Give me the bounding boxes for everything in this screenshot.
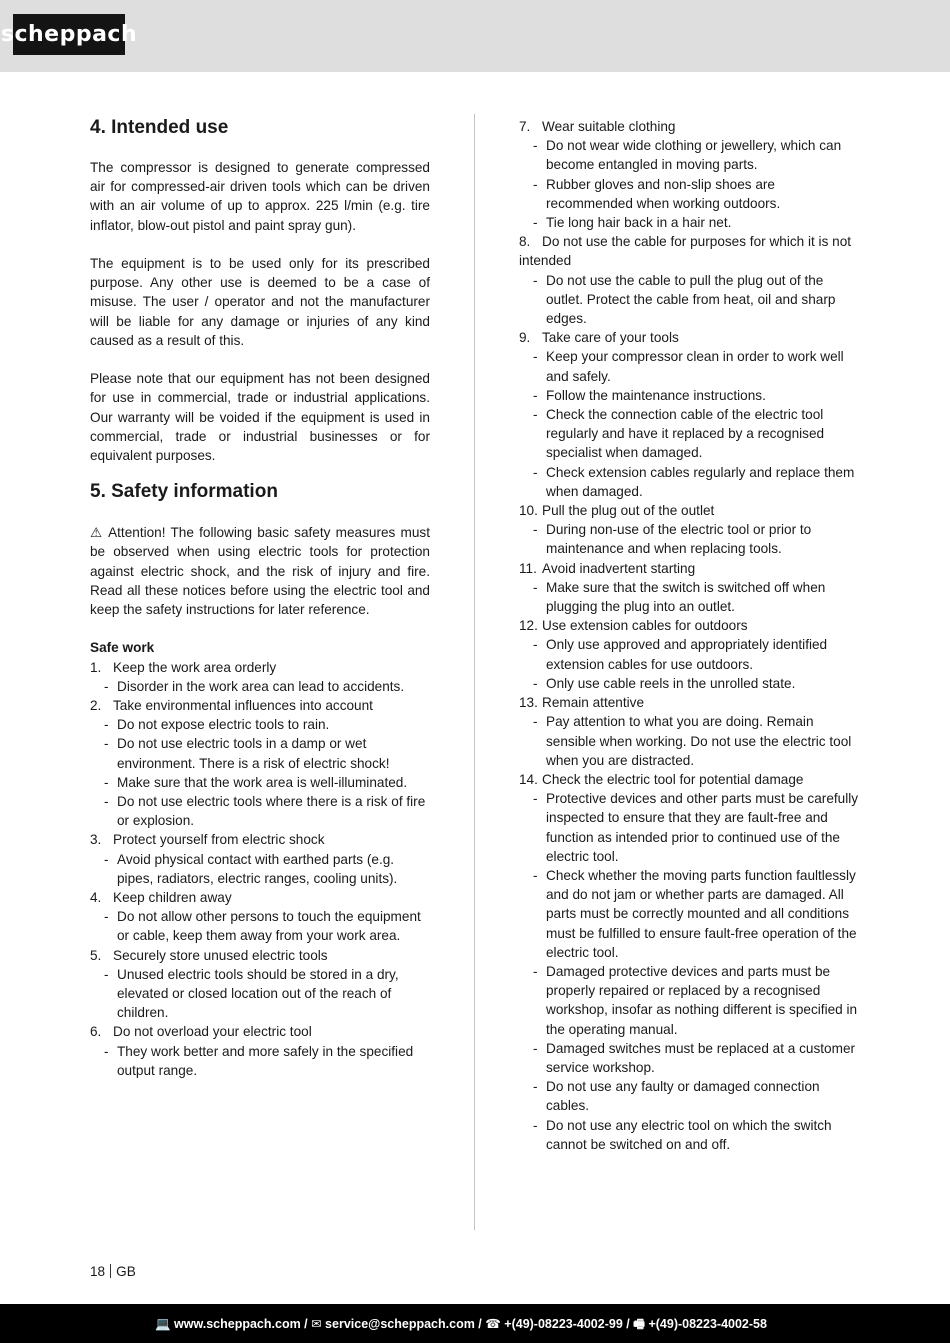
bullet-list [519, 789, 864, 1154]
list-item [90, 696, 430, 830]
page-separator [110, 1264, 111, 1278]
safety-list-right [519, 117, 864, 1154]
list-item-title-text: Remain attentive [542, 695, 645, 711]
bullet-point: - Check the connection cable of the electric tool regularly and have it replaced by a recognised specialist when damaged. [519, 405, 864, 463]
list-item [90, 888, 430, 946]
bullet-point: - Do not allow other persons to touch the equipment or cable, keep them away from your work area. [90, 907, 430, 945]
page-header [0, 0, 950, 72]
bullet-point: - Check whether the moving parts function faultlessly and do not jam or whether parts are damaged. All parts must be correctly mounted and all conditions must be fulfilled to ensure fault-free operation of the electric tool. [519, 866, 864, 962]
bullet-point: - Avoid physical contact with earthed parts (e.g. pipes, radiators, electric ranges, cooling units). [90, 850, 430, 888]
list-item-title [519, 117, 864, 136]
bullet-point: - Tie long hair back in a hair net. [519, 213, 864, 232]
list-item-title-text: Protect yourself from electric shock [113, 832, 325, 848]
bullet-list [519, 520, 864, 558]
subheading-safe-work: Safe work [90, 640, 155, 656]
bullet-point: - Only use approved and appropriately identified extension cables for use outdoors. [519, 635, 864, 673]
list-item-number: 3. [90, 832, 102, 848]
bullet-point: - Keep your compressor clean in order to work well and safely. [519, 347, 864, 385]
list-item-title-text: Do not overload your electric tool [113, 1024, 312, 1040]
page-footer [0, 1304, 950, 1343]
bullet-point: - Do not use electric tools in a damp or wet environment. There is a risk of electric shock! [90, 734, 430, 772]
bullet-list [90, 850, 430, 888]
list-item [519, 693, 864, 770]
list-item-number: 7. [519, 119, 531, 134]
list-item [90, 658, 430, 696]
list-item-title [90, 946, 430, 965]
list-item-title [90, 1022, 430, 1041]
paragraph: The compressor is designed to generate compressed air for compressed-air driven tools which can be driven with an air volume of up to approx. 225 l/min (e.g. tire inflator, blow-out pistol and paint spray gun). [90, 160, 430, 233]
left-column [90, 117, 430, 1080]
bullet-point: - Rubber gloves and non-slip shoes are recommended when working outdoors. [519, 175, 864, 213]
list-item-number: 12. [519, 618, 538, 634]
bullet-point: - Do not use any faulty or damaged connection cables. [519, 1077, 864, 1115]
bullet-point: - Pay attention to what you are doing. Remain sensible when working. Do not use the electric tool when you are distracted. [519, 712, 864, 770]
list-item-title [90, 696, 430, 715]
list-item-number: 10. [519, 503, 538, 519]
bullet-point: - Do not use any electric tool on which the switch cannot be switched on and off. [519, 1116, 864, 1154]
column-divider [474, 114, 475, 1230]
paragraph: Please note that our equipment has not been designed for use in commercial, trade or industrial applications. Our warranty will be voided if the equipment is used in commercial, trade or industrial businesses or for equivalent purposes. [90, 371, 430, 464]
list-item-title [90, 830, 430, 849]
list-item-title [90, 888, 430, 907]
bullet-point: - Do not use electric tools where there is a risk of fire or explosion. [90, 792, 430, 830]
bullet-list [519, 347, 864, 501]
list-item [519, 770, 864, 1154]
bullet-point: - Do not wear wide clothing or jewellery, which can become entangled in moving parts. [519, 136, 864, 174]
list-item-title-text: Avoid inadvertent starting [542, 560, 696, 576]
list-item-title-text: Do not use the cable for purposes for which it is not intended [519, 234, 852, 269]
list-item [519, 117, 864, 232]
list-item-title-text: Pull the plug out of the outlet [542, 503, 715, 519]
bullet-list [519, 136, 864, 232]
list-item-title [519, 693, 864, 712]
list-item [90, 1022, 430, 1080]
paragraph: The equipment is to be used only for its prescribed purpose. Any other use is deemed to be a case of misuse. The user / operator and not the manufacturer will be liable for any damage or injuries of any kind caused as a result of this. [90, 256, 430, 348]
bullet-point: - Check extension cables regularly and replace them when damaged. [519, 463, 864, 501]
list-item-title-text: Keep the work area orderly [113, 659, 277, 675]
bullet-list [519, 578, 864, 616]
list-item-title-text: Check the electric tool for potential damage [542, 771, 804, 787]
bullet-list [519, 635, 864, 693]
bullet-point: - Protective devices and other parts must be carefully inspected to ensure that they are fault-free and function as intended prior to continued use of the electric tool. [519, 789, 864, 866]
list-item-title-text: Use extension cables for outdoors [542, 618, 748, 634]
list-item-title [90, 658, 430, 677]
list-item-title [519, 232, 864, 270]
list-item-title [519, 559, 864, 578]
list-item-title [519, 770, 864, 789]
list-item [519, 616, 864, 693]
list-item-number: 11. [519, 560, 537, 576]
bullet-point: - Disorder in the work area can lead to accidents. [90, 677, 430, 696]
list-item-title [519, 328, 864, 347]
bullet-list [90, 907, 430, 945]
list-item-number: 14. [519, 771, 538, 787]
list-item-title [519, 616, 864, 635]
right-column [519, 117, 864, 1154]
list-item-title-text: Take environmental influences into account [113, 698, 373, 714]
list-item-number: 13. [519, 695, 538, 711]
bullet-point: - Make sure that the switch is switched off when plugging the plug into an outlet. [519, 578, 864, 616]
list-item-title-text: Keep children away [113, 890, 232, 906]
list-item [90, 830, 430, 888]
bullet-point: - They work better and more safely in the specified output range. [90, 1042, 430, 1080]
bullet-list [90, 1042, 430, 1080]
list-item-number: 1. [90, 659, 102, 675]
brand-logo: scheppach [13, 14, 125, 55]
bullet-point: - Follow the maintenance instructions. [519, 386, 864, 405]
bullet-point: - Only use cable reels in the unrolled state. [519, 674, 864, 693]
bullet-point: - During non-use of the electric tool or prior to maintenance and when replacing tools. [519, 520, 864, 558]
bullet-list [519, 712, 864, 770]
page-language: GB [116, 1264, 136, 1279]
bullet-list [90, 965, 430, 1023]
list-item-title-text: Securely store unused electric tools [113, 947, 328, 963]
list-item-title-text: Wear suitable clothing [542, 119, 676, 134]
attention-paragraph: ⚠ Attention! The following basic safety measures must be observed when using electric tools for protection against electric shock, and the risk of injury and fire. Read all these notices before using the electric tool and keep the safety instructions for later reference. [90, 525, 430, 618]
bullet-list [90, 715, 430, 830]
bullet-point: - Damaged switches must be replaced at a customer service workshop. [519, 1039, 864, 1077]
list-item-number: 2. [90, 698, 102, 714]
list-item [90, 946, 430, 1023]
list-item-number: 5. [90, 947, 102, 963]
bullet-point: - Do not use the cable to pull the plug out of the outlet. Protect the cable from heat, oil and sharp edges. [519, 271, 864, 329]
page-number [90, 1264, 136, 1279]
list-item-number: 4. [90, 890, 102, 906]
list-item-title [519, 501, 864, 520]
bullet-point: - Make sure that the work area is well-illuminated. [90, 773, 430, 792]
list-item-number: 6. [90, 1024, 102, 1040]
safety-list-left [90, 658, 430, 1080]
section-title-safety-information: 5. Safety information [90, 481, 278, 503]
page-number-value: 18 [90, 1264, 106, 1279]
bullet-point: - Damaged protective devices and parts must be properly repaired or replaced by a recognised workshop, insofar as nothing different is specified in the operating manual. [519, 962, 864, 1039]
list-item [519, 501, 864, 559]
list-item [519, 559, 864, 617]
list-item [519, 328, 864, 501]
footer-contact: 💻 www.scheppach.com / ✉ service@scheppach.com / ☎ +(49)-08223-4002-99 / 🖷 +(49)-08223-4002-58 [155, 1317, 767, 1331]
list-item-number: 8. [519, 234, 531, 250]
list-item-number: 9. [519, 330, 531, 346]
bullet-list [519, 271, 864, 329]
list-item-title-text: Take care of your tools [542, 330, 679, 346]
bullet-point: - Unused electric tools should be stored in a dry, elevated or closed location out of the reach of children. [90, 965, 430, 1023]
bullet-list [90, 677, 430, 696]
bullet-point: - Do not expose electric tools to rain. [90, 715, 430, 734]
list-item [519, 232, 864, 328]
section-title-intended-use: 4. Intended use [90, 117, 229, 138]
